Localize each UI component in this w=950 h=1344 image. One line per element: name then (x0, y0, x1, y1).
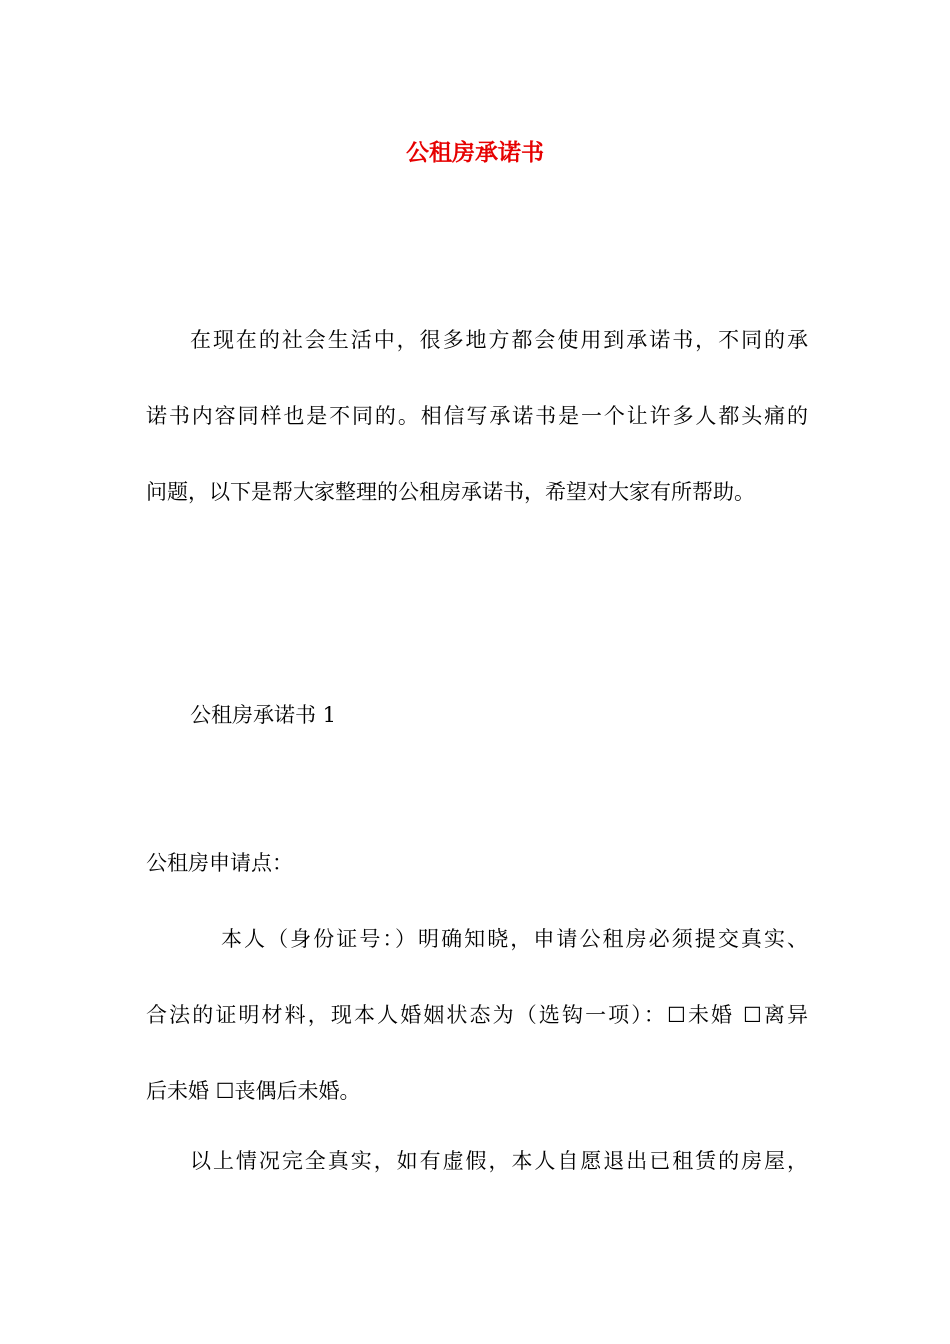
document-title: 公租房承诺书 (406, 139, 544, 166)
intro-line-1: 在现在的社会生活中，很多地方都会使用到承诺书，不同的承 (190, 328, 808, 352)
body-paragraph (146, 901, 808, 1129)
applicant-label: 公租房申请点： (146, 851, 293, 875)
section-heading-block (146, 677, 808, 753)
closing-line: 以上情况完全真实，如有虚假，本人自愿退出已租赁的房屋， (190, 1149, 808, 1173)
intro-paragraph (146, 302, 808, 530)
body-line-3: 后未婚 ☐丧偶后未婚。 (146, 1079, 361, 1103)
body-line-2: 合法的证明材料，现本人婚姻状态为（选钩一项）：☐未婚 ☐离异 (146, 1003, 808, 1027)
closing-paragraph (146, 1123, 808, 1199)
body-line-1: 本人（身份证号：）明确知晓，申请公租房必须提交真实、 (221, 927, 808, 951)
applicant-label-block (146, 825, 808, 901)
section-heading: 公租房承诺书 1 (190, 703, 337, 727)
intro-line-2: 诺书内容同样也是不同的。相信写承诺书是一个让许多人都头痛的 (146, 404, 808, 428)
intro-line-3: 问题，以下是帮大家整理的公租房承诺书，希望对大家有所帮助。 (146, 480, 755, 504)
